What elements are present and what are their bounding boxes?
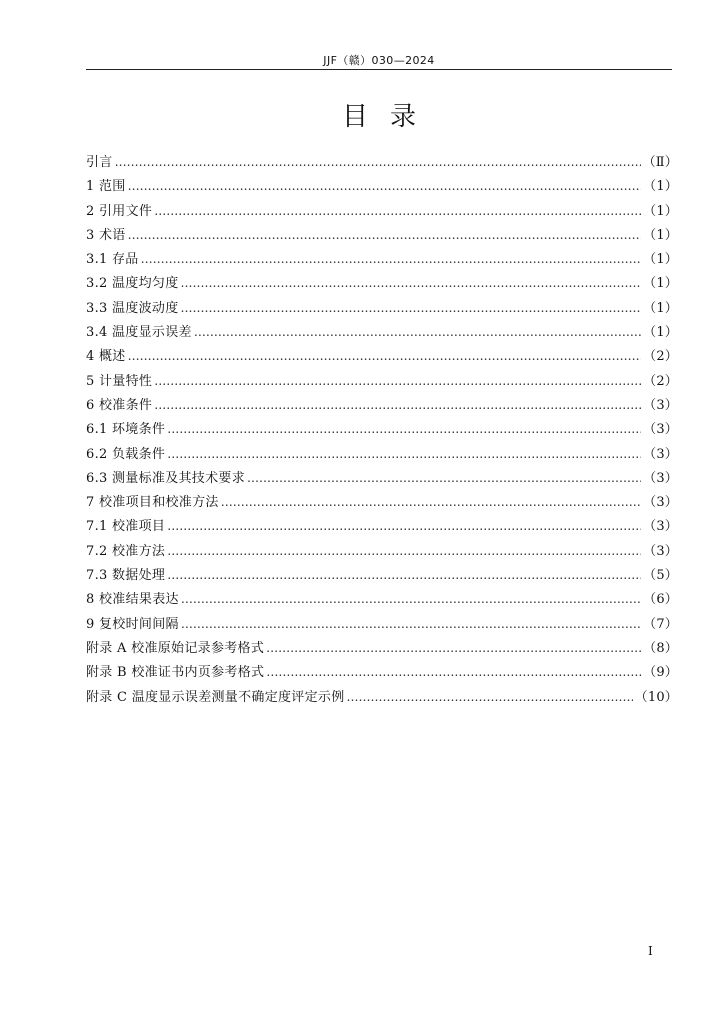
toc-entry-page: （1） <box>643 203 678 219</box>
toc-entry[interactable] <box>86 490 678 514</box>
toc-entry[interactable] <box>86 417 678 441</box>
toc-entry-page: （6） <box>643 592 678 608</box>
toc-entry-label: 7.2 校准方法 <box>86 543 166 559</box>
toc-entry[interactable] <box>86 223 678 247</box>
toc-entry[interactable] <box>86 612 678 636</box>
toc-leader-dots <box>167 514 641 538</box>
toc-entry[interactable] <box>86 442 678 466</box>
toc-entry[interactable] <box>86 320 678 344</box>
toc-leader-dots <box>154 199 641 223</box>
toc-entry-page: （3） <box>643 397 678 413</box>
toc-leader-dots <box>181 271 642 295</box>
toc-entry[interactable] <box>86 466 678 490</box>
toc-leader-dots <box>266 660 641 684</box>
toc-entry[interactable] <box>86 685 678 709</box>
toc-entry-label: 2 引用文件 <box>86 203 153 219</box>
toc-leader-dots <box>154 369 641 393</box>
toc-entry-label: 6.2 负载条件 <box>86 446 166 462</box>
toc-entry-label: 7 校准项目和校准方法 <box>86 495 219 511</box>
toc-leader-dots <box>115 150 641 174</box>
toc-entry-page: （3） <box>643 495 678 511</box>
toc-leader-dots <box>266 636 641 660</box>
toc-entry-page: （3） <box>643 470 678 486</box>
toc-entry-page: （5） <box>643 568 678 584</box>
toc-leader-dots <box>167 539 641 563</box>
toc-entry[interactable] <box>86 271 678 295</box>
toc-entry[interactable] <box>86 369 678 393</box>
toc-leader-dots <box>181 587 641 611</box>
toc-entry-page: （1） <box>643 276 678 292</box>
toc-entry-label: 3 术语 <box>86 227 126 243</box>
toc-entry-label: 7.3 数据处理 <box>86 568 166 584</box>
toc-entry-label: 4 概述 <box>86 349 126 365</box>
toc-entry[interactable] <box>86 660 678 684</box>
toc-entry-page: （1） <box>643 179 678 195</box>
toc-entry[interactable] <box>86 247 678 271</box>
toc-entry-page: （Ⅱ） <box>642 155 678 170</box>
toc-entry-label: 引言 <box>86 155 113 170</box>
toc-entry-page: （7） <box>643 616 678 632</box>
page-number: I <box>648 944 653 958</box>
toc-leader-dots <box>167 442 641 466</box>
toc-entry[interactable] <box>86 344 678 368</box>
toc-leader-dots <box>128 174 642 198</box>
toc-entry-label: 3.2 温度均匀度 <box>86 276 179 292</box>
toc-entry-page: （2） <box>643 373 678 389</box>
toc-entry-label: 附录 A 校准原始记录参考格式 <box>86 640 265 656</box>
toc-leader-dots <box>247 466 641 490</box>
toc-entry[interactable] <box>86 514 678 538</box>
toc-entry-label: 3.3 温度波动度 <box>86 300 179 316</box>
toc-entry[interactable] <box>86 587 678 611</box>
toc-entry-label: 6.3 测量标准及其技术要求 <box>86 470 246 486</box>
toc-entry-label: 5 计量特性 <box>86 373 153 389</box>
toc-entry-label: 7.1 校准项目 <box>86 519 166 535</box>
toc-entry-page: （1） <box>643 252 678 268</box>
table-of-contents <box>86 150 678 709</box>
toc-entry[interactable] <box>86 539 678 563</box>
toc-leader-dots <box>128 344 642 368</box>
toc-entry-label: 1 范围 <box>86 179 126 195</box>
toc-entry-label: 8 校准结果表达 <box>86 592 179 608</box>
header-divider <box>86 69 672 70</box>
toc-entry-page: （3） <box>643 422 678 438</box>
toc-entry-page: （8） <box>643 640 678 656</box>
toc-entry-page: （3） <box>643 519 678 535</box>
toc-leader-dots <box>167 417 641 441</box>
toc-entry-page: （10） <box>634 689 678 705</box>
toc-entry[interactable] <box>86 393 678 417</box>
toc-leader-dots <box>194 320 641 344</box>
toc-entry-label: 附录 B 校准证书内页参考格式 <box>86 665 265 681</box>
toc-leader-dots <box>181 296 642 320</box>
toc-leader-dots <box>181 612 641 636</box>
toc-entry-label: 9 复校时间间隔 <box>86 616 179 632</box>
toc-entry-page: （2） <box>643 349 678 365</box>
toc-entry[interactable] <box>86 296 678 320</box>
toc-entry[interactable] <box>86 199 678 223</box>
toc-entry-label: 3.4 温度显示误差 <box>86 325 192 341</box>
toc-leader-dots <box>347 685 633 709</box>
toc-entry-label: 附录 C 温度显示误差测量不确定度评定示例 <box>86 689 345 705</box>
page-title: 目录 <box>341 102 438 132</box>
toc-entry-page: （1） <box>643 300 678 316</box>
toc-leader-dots <box>141 247 642 271</box>
toc-entry[interactable] <box>86 563 678 587</box>
toc-entry-label: 6 校准条件 <box>86 397 153 413</box>
toc-entry[interactable] <box>86 636 678 660</box>
toc-leader-dots <box>221 490 641 514</box>
toc-entry[interactable] <box>86 150 678 174</box>
toc-entry-label: 3.1 存品 <box>86 252 139 268</box>
toc-leader-dots <box>154 393 641 417</box>
toc-entry-page: （9） <box>643 665 678 681</box>
toc-leader-dots <box>167 563 641 587</box>
toc-entry[interactable] <box>86 174 678 198</box>
toc-entry-label: 6.1 环境条件 <box>86 422 166 438</box>
toc-entry-page: （3） <box>643 446 678 462</box>
toc-entry-page: （1） <box>643 325 678 341</box>
toc-leader-dots <box>128 223 642 247</box>
document-header-code: JJF（赣）030—2024 <box>323 54 435 67</box>
toc-entry-page: （1） <box>643 227 678 243</box>
toc-entry-page: （3） <box>643 543 678 559</box>
